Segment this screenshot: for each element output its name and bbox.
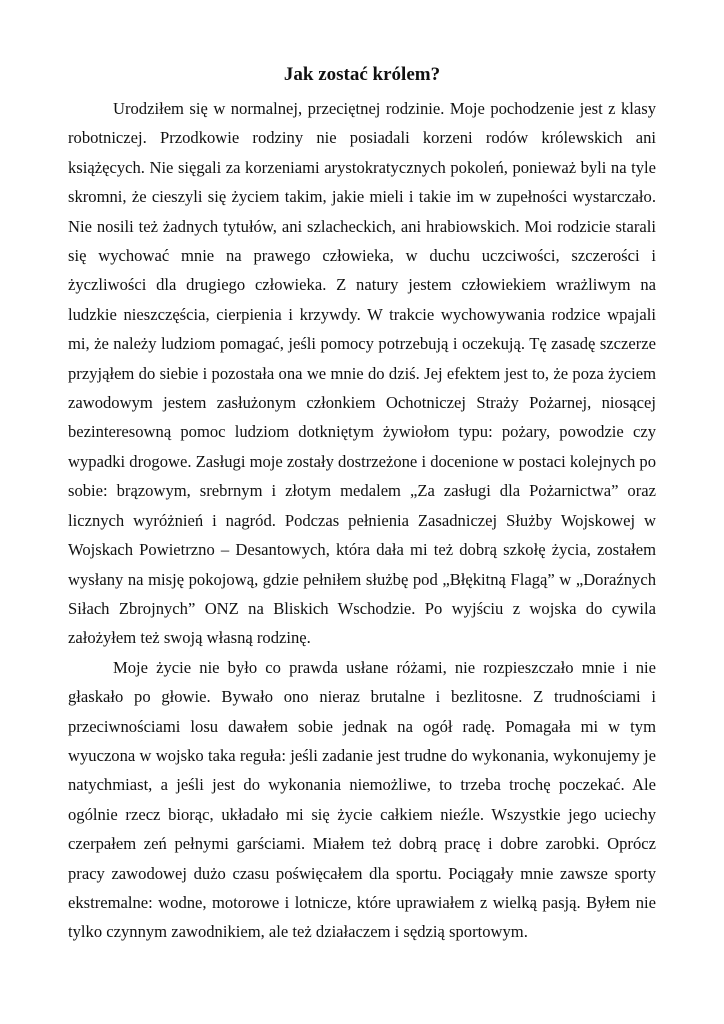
paragraph-2: Moje życie nie było co prawda usłane różami, nie rozpieszczało mnie i nie głaskało po głowie. Bywało ono nieraz brutalne i bezlitosne. Z trudnościami i przeciwnościami losu dawałem sobie jednak na ogół radę. Pomagała mi w tym wyuczona w wojsko taka reguła: jeśli zadanie jest trudne do wykonania, wykonujemy je natychmiast, a jeśli jest do wykonania niemożliwe, to trzeba trochę poczekać. Ale ogólnie rzecz biorąc, układało mi się życie całkiem nieźle. Wszystkie jego uciechy czerpałem zeń pełnymi garściami. Miałem też dobrą pracę i dobre zarobki. Oprócz pracy zawodowej dużo czasu poświęcałem dla sportu. Pociągały mnie zawsze sporty ekstremalne: wodne, motorowe i lotnicze, które uprawiałem z wielką pasją. Byłem nie tylko czynnym zawodnikiem, ale też działaczem i sędzią sportowym.: [68, 657, 656, 942]
document-title: Jak zostać królem?: [283, 64, 441, 85]
paragraph-1: Urodziłem się w normalnej, przeciętnej rodzinie. Moje pochodzenie jest z klasy robotniczej. Przodkowie rodziny nie posiadali korzeni rodów królewskich ani książęcych. Nie sięgali za korzeniami arystokratycznych pokoleń, ponieważ byli na tyle skromni, że cieszyli się życiem takim, jakie mieli i takie im w zupełności wystarczało. Nie nosili też żadnych tytułów, ani szlacheckich, ani hrabiowskich. Moi rodzicie starali się wychować mnie na prawego człowieka, w duchu uczciwości, szczerości i życzliwości dla drugiego człowieka. Z natury jestem człowiekiem wrażliwym na ludzkie nieszczęścia, cierpienia i krzywdy. W trakcie wychowywania rodzice wpajali mi, że należy ludziom pomagać, jeśli pomocy potrzebują i oczekują. Tę zasadę szczerze przyjąłem do siebie i pozostała ona we mnie do dziś. Jej efektem jest to, że poza życiem zawodowym jestem zasłużonym członkiem Ochotniczej Straży Pożarnej, niosącej bezinteresowną pomoc ludziom dotkniętym żywiołom typu: pożary, powodzie czy wypadki drogowe. Zasługi moje zostały dostrzeżone i docenione w postaci kolejnych po sobie: brązowym, srebrnym i złotym medalem „Za zasługi dla Pożarnictwa” oraz licznych wyróżnień i nagród. Podczas pełnienia Zasadniczej Służby Wojskowej w Wojskach Powietrzno – Desantowych, która dała mi też dobrą szkołę życia, zostałem wysłany na misję pokojową, gdzie pełniłem służbę pod „Błękitną Flagą” w „Doraźnych Siłach Zbrojnych” ONZ na Bliskich Wschodzie. Po wyjściu z wojska do cywila założyłem też swoją własną rodzinę.: [68, 99, 657, 648]
document-page: [68, 62, 656, 947]
